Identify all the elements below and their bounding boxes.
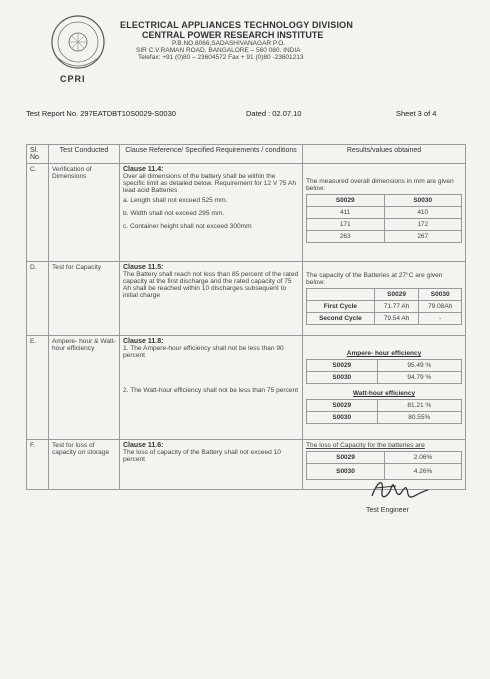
clause-title: Clause 11.8: [123,338,164,345]
street-address: SIR C.V.RAMAN ROAD, BANGALORE – 560 080. INDIA [136,47,301,54]
cycle-label: First Cycle [307,301,375,313]
dimensions-table [306,194,462,243]
sample-label: S0029 [307,195,385,207]
contact-numbers: Telefax: +91 (0)80 – 23604572 Fax + 91 (0)80 -23601213 [138,54,304,61]
sample-label: S0029 [307,360,378,372]
test-cell: Test for loss of capacity on storage [49,440,120,490]
clause-text: The Battery shall reach not less than 85 percent of the rated capacity at the first discharge and the rated capacity of 75 Ah shall be reached within 10 discharges subsequent to initial charge [123,271,299,299]
efficiency-value: 81.21 % [377,400,461,412]
ampere-hour-table [306,348,462,384]
cpri-seal-icon [50,14,106,70]
watt-hour-title: Watt-hour efficiency [352,390,416,397]
requirement-item: c. Container height shall not exceed 300mm [123,223,252,230]
sample-label: S0030 [384,195,462,207]
requirement-item: a. Length shall not exceed 525 mm. [123,197,228,204]
clause-title: Clause 11.5: [123,264,164,271]
ampere-hour-title: Ampere- hour efficiency [346,350,422,357]
sample-label: S0030 [307,464,385,480]
clause-text: 1. The Ampere-hour efficiency shall not be less than 90 percent [123,345,284,359]
sl-cell: C. [27,164,49,262]
capacity-value: 71.77 Ah [374,301,419,313]
result-intro: The capacity of the Batteries at 27°C are given below: [306,272,443,286]
clause-cell [120,164,303,262]
width-value: 172 [384,219,462,231]
requirement-item: b. Width shall not exceed 295 mm. [123,210,225,217]
result-cell [303,262,466,336]
cycle-label: Second Cycle [307,313,375,325]
width-value: 171 [307,219,385,231]
report-date: Dated : 02.07.10 [246,109,302,118]
engineer-signature-icon [366,472,436,506]
clause-title: Clause 11.6: [123,442,164,449]
sl-cell: D. [27,262,49,336]
loss-value: 2.06% [385,452,462,464]
clause-cell [120,440,303,490]
col-header-results: Results/values obtained [303,145,466,164]
sample-label: S0030 [419,289,462,301]
division-name: ELECTRICAL APPLIANCES TECHNOLOGY DIVISION [120,20,354,30]
height-value: 263 [307,231,385,243]
result-intro: The loss of Capacity for the batteries are [306,442,425,449]
sample-label: S0029 [307,452,385,464]
postal-address: P.B.NO.8066,SADASHIVANAGAR P.O. [172,40,286,47]
height-value: 267 [384,231,462,243]
clause-title: Clause 11.4: [123,166,164,173]
result-cell [303,164,466,262]
efficiency-value: 95.49 % [377,360,461,372]
table-header-row [27,145,466,164]
capacity-value: 79.08Ah [419,301,462,313]
table-row [27,336,466,440]
result-intro: The measured overall dimensions in mm are given below: [306,178,454,192]
sample-label: S0029 [374,289,419,301]
efficiency-value: 94.79 % [377,372,461,384]
institute-name: CENTRAL POWER RESEARCH INSTITUTE [142,30,324,40]
sample-label: S0029 [307,400,378,412]
sheet-number: Sheet 3 of 4 [396,109,437,118]
length-value: 410 [384,207,462,219]
clause-text: Over all dimensions of the battery shall be within the specific limit as detailed below. Requirement for 12 V 75 Ah lead acid Batteries [123,173,296,194]
col-header-sl: Sl. No [27,145,49,164]
clause-text: 2. The Watt-hour efficiency shall not be less than 75 percent [123,387,299,394]
sample-label: S0030 [307,412,378,424]
capacity-value: - [419,313,462,325]
clause-text: The loss of capacity of the Battery shall not exceed 10 percent [123,449,281,463]
table-row [27,164,466,262]
sl-cell: E. [27,336,49,440]
test-cell: Ampere- hour & Watt-hour efficiency [49,336,120,440]
sl-cell: F. [27,440,49,490]
table-row [27,262,466,336]
efficiency-value: 80.55% [377,412,461,424]
institute-header [120,20,420,61]
result-cell [303,336,466,440]
capacity-table [306,288,462,325]
clause-cell [120,336,303,440]
logo-caption: CPRI [60,74,86,84]
sample-label: S0030 [307,372,378,384]
signature-caption: Test Engineer [366,507,409,514]
report-number: Test Report No. 297EATDBT10S0029-S0030 [26,109,176,118]
clause-cell [120,262,303,336]
watt-hour-table [306,388,462,424]
test-results-table [26,144,466,490]
length-value: 411 [307,207,385,219]
capacity-value: 79.54 Ah [374,313,419,325]
test-cell: Test for Capacity [49,262,120,336]
test-cell: Verification of Dimensions [49,164,120,262]
loss-value: 4.26% [385,464,462,480]
col-header-clause: Clause Reference/ Specified Requirements / conditions [120,145,303,164]
col-header-test: Test Conducted [49,145,120,164]
